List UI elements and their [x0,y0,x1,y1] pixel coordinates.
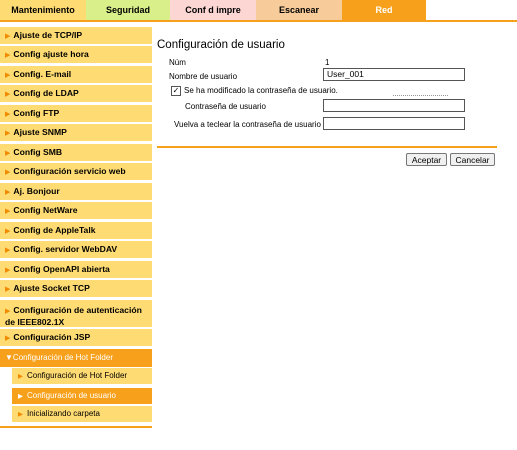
sidebar-subitem-init-folder[interactable] [12,406,152,422]
sidebar-item-label: Ajuste de TCP/IP [13,30,83,40]
sidebar-item-label: Config de AppleTalk [13,225,96,235]
sidebar-item-ieee8021x[interactable] [0,300,152,327]
sidebar-item-label: Config OpenAPI abierta [13,264,110,274]
sidebar-bottom-line [0,426,152,428]
arrow-right-icon: ▶ [5,286,11,293]
sidebar-item-label: Config ajuste hora [13,49,89,59]
arrow-right-icon: ▶ [5,72,11,79]
username-input[interactable]: User_001 [323,68,465,81]
arrow-right-icon: ▶ [18,411,23,418]
sidebar-item-label: Config FTP [13,108,60,118]
sidebar-item-ftp[interactable] [0,105,152,122]
sidebar-item-label: Aj. Bonjour [13,186,60,196]
sidebar-item-label-line1: Configuración de autenticación [13,305,142,315]
arrow-right-icon: ▶ [5,335,11,342]
sidebar-subitem-user-config[interactable] [12,388,152,404]
arrow-right-icon: ▶ [5,308,11,315]
arrow-right-icon: ▶ [5,91,11,98]
sidebar-group-hot-folder[interactable] [0,349,152,367]
page-title: Configuración de usuario [157,39,285,51]
sidebar-item-servicio-web[interactable] [0,163,152,180]
arrow-right-icon: ▶ [5,111,11,118]
tab-seguridad[interactable]: Seguridad [86,0,170,22]
password-changed-checkbox[interactable]: ✓ [172,86,180,95]
num-value: 1 [325,58,330,67]
tab-escanear[interactable]: Escanear [256,0,342,22]
sidebar-subitem-label: Inicializando carpeta [27,409,100,418]
arrow-down-icon: ▼ [5,353,13,362]
arrow-right-icon: ▶ [5,150,11,157]
sidebar-item-label: Config SMB [13,147,63,157]
sidebar-item-label: Ajuste Socket TCP [13,283,90,293]
sidebar-item-bonjour[interactable] [0,183,152,200]
sidebar-item-label: Config de LDAP [13,88,79,98]
cancel-button[interactable]: Cancelar [450,153,495,166]
sidebar-item-label: Ajuste SNMP [13,127,67,137]
sidebar-item-openapi[interactable] [0,261,152,278]
arrow-right-icon: ▶ [5,247,11,254]
sidebar-item-ajuste-hora[interactable] [0,46,152,63]
content-divider [157,146,497,148]
arrow-right-icon: ▶ [5,130,11,137]
sidebar-item-appletalk[interactable] [0,222,152,239]
sidebar-subitem-label: Configuración de Hot Folder [27,371,128,380]
sidebar-item-tcp-ip[interactable] [0,27,152,44]
sidebar-item-label: Configuración JSP [13,332,91,342]
arrow-right-icon: ▶ [5,267,11,274]
sidebar-item-jsp[interactable] [0,329,152,346]
sidebar-item-ldap[interactable] [0,85,152,102]
sidebar-item-netware[interactable] [0,202,152,219]
sidebar-group-label: Configuración de Hot Folder [12,353,113,362]
arrow-right-icon: ▶ [18,373,23,380]
sidebar-item-label: Config NetWare [13,205,78,215]
sidebar-subitem-label: Configuración de usuario [27,391,116,400]
tab-red[interactable]: Red [342,0,426,22]
arrow-right-icon: ▶ [18,393,23,400]
retype-password-input[interactable] [323,117,465,130]
sidebar-item-socket-tcp[interactable] [0,280,152,297]
password-input[interactable] [323,99,465,112]
tab-mantenimiento[interactable]: Mantenimiento [0,0,86,22]
retype-password-label: Vuelva a teclear la contraseña de usuario [174,120,321,129]
arrow-right-icon: ▶ [5,33,11,40]
num-label: Núm [169,58,186,67]
dotted-separator [393,95,448,96]
sidebar-item-label: Config. servidor WebDAV [13,244,118,254]
arrow-right-icon: ▶ [5,52,11,59]
top-tab-bar [0,0,517,22]
accept-button[interactable]: Aceptar [406,153,447,166]
arrow-right-icon: ▶ [5,189,11,196]
arrow-right-icon: ▶ [5,228,11,235]
arrow-right-icon: ▶ [5,169,11,176]
tab-bar-underline [426,20,517,22]
password-changed-label: Se ha modificado la contraseña de usuario. [184,86,338,95]
tab-conf-d-impre[interactable]: Conf d impre [170,0,256,22]
sidebar-item-smb[interactable] [0,144,152,161]
sidebar-subitem-hot-folder-config[interactable] [12,368,152,384]
sidebar-item-label: Configuración servicio web [13,166,126,176]
sidebar-item-snmp[interactable] [0,124,152,141]
username-label: Nombre de usuario [169,72,238,81]
sidebar-item-email[interactable] [0,66,152,83]
sidebar-item-webdav[interactable] [0,241,152,258]
arrow-right-icon: ▶ [5,208,11,215]
sidebar-item-label-line2: de IEEE802.1X [5,317,65,327]
password-label: Contraseña de usuario [185,102,266,111]
sidebar-item-label: Config. E-mail [13,69,72,79]
